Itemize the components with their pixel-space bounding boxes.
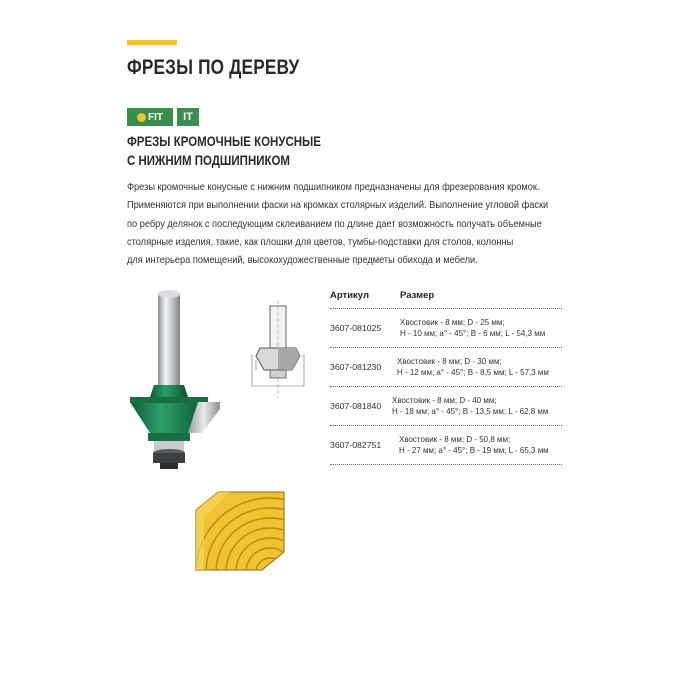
description-line: столярные изделия, такие, как плошки для цветов, тумбы-подставки для столов, колонны — [127, 235, 514, 248]
fit-logo — [127, 108, 173, 126]
section-title-line-1: ФРЕЗЫ КРОМОЧНЫЕ КОНУСНЫЕ — [127, 133, 321, 149]
page-title: ФРЕЗЫ ПО ДЕРЕВУ — [127, 56, 300, 79]
size-line: Хвостовик - 8 мм; D - 25 мм; — [400, 317, 505, 327]
wood-profile-image — [190, 490, 290, 572]
table-row — [330, 426, 562, 465]
table-row — [330, 387, 562, 426]
size-line: H - 27 мм; a° - 45°; B - 19 мм; L - 65,3 мм — [399, 445, 549, 455]
size-line: H - 12 мм; a° - 45°; B - 8,5 мм; L - 57,3 мм — [396, 367, 549, 377]
article-cell: 3607-081230 — [330, 362, 382, 372]
size-line: Хвостовик - 8 мм; D - 40 мм; — [392, 395, 497, 405]
technical-drawing — [248, 298, 312, 402]
fit-logo-dot-icon — [137, 113, 146, 122]
article-cell: 3607-081025 — [330, 323, 382, 333]
section-title-line-2: С НИЖНИМ ПОДШИПНИКОМ — [127, 152, 290, 168]
accent-bar — [127, 40, 177, 45]
size-cell — [397, 356, 549, 378]
table-row — [330, 309, 562, 348]
size-cell — [392, 395, 548, 417]
size-line: Хвостовик - 8 мм; D - 30 мм; — [396, 356, 502, 366]
fit-logo-text: FIT — [148, 111, 163, 123]
router-bit-image — [118, 285, 243, 490]
column-header-size: Размер — [400, 290, 435, 301]
table-row — [330, 348, 562, 387]
description-line: по ребру делянок с последующим склеиванием по длине дает возможность получать объемные — [127, 217, 542, 230]
size-cell — [400, 317, 545, 339]
size-line: Хвостовик - 8 мм; D - 50,8 мм; — [399, 434, 511, 444]
description-line: Фрезы кромочные конусные с нижним подшипником предназначены для фрезерования кромок. — [127, 181, 540, 193]
brand-badges — [127, 108, 199, 126]
spec-table — [330, 290, 562, 465]
it-badge: IT — [177, 108, 199, 126]
column-header-article: Артикул — [330, 290, 369, 301]
description-line: для интерьера помещений, высокохудожественные предметы обихода и мебели. — [127, 254, 478, 267]
article-cell: 3607-081840 — [330, 401, 382, 411]
description-line: Применяются при выполнении фаски на кромках столярных изделий. Выполнение угловой фаски — [127, 199, 549, 212]
section-title — [127, 132, 321, 170]
size-cell — [399, 434, 549, 456]
size-line: H - 10 мм; a° - 45°; B - 6 мм; L - 54,3 мм — [400, 328, 546, 338]
table-header — [330, 290, 562, 306]
description — [127, 178, 549, 269]
article-cell: 3607-082751 — [330, 440, 382, 450]
size-line: H - 18 мм; a° - 45°; B - 13,5 мм; L - 62,8 мм — [392, 406, 549, 416]
